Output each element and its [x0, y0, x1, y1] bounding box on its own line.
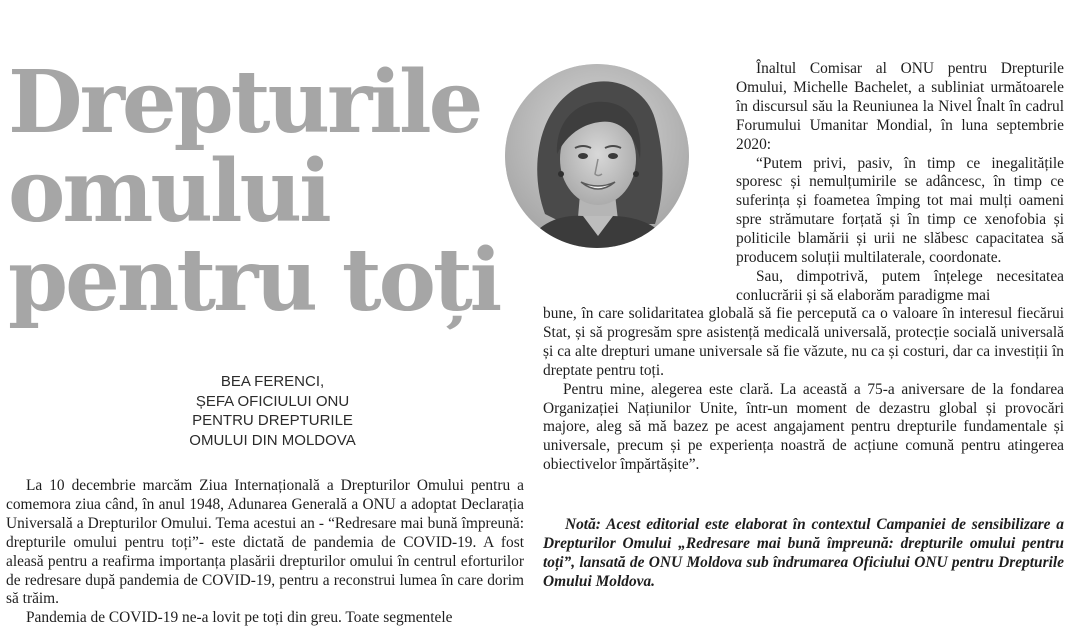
editorial-note: Notă: Acest editorial este elaborat în contextul Campaniei de sensibilizare a Drepturilor Omului „Redresare mai bună împreună: drepturile omului pentru toți”, lansată de ONU Moldova sub îndrumarea Oficiului ONU pentru Drepturile Omului Moldova.: [543, 516, 1064, 590]
headline-line-3: pentru toți: [8, 230, 500, 331]
headline: [8, 52, 508, 331]
byline-title-3: OMULUI DIN MOLDOVA: [189, 431, 356, 449]
quote-paragraph-1: “Putem privi, pasiv, în timp ce inegalitățile sporesc și nemulțumirile se adâncesc, în timp ce suferința și foametea împing tot mai mulți oameni spre strămutare forțată și în timp ce xenofobia și politicile blamării și urii ne slăbesc capacitatea să producem soluții multilaterale, coordonate.: [736, 154, 1064, 267]
quote-paragraph-2-start: Sau, dimpotrivă, putem înțelege necesitatea conlucrării și să elaborăm paradigme mai: [736, 267, 1064, 304]
article-column-right-wide: [543, 305, 1064, 475]
byline-title-2: PENTRU DREPTURILE: [192, 412, 353, 429]
quote-paragraph-2-continued: bune, în care solidaritatea globală să fie percepută ca o valoare în interesul fiecărui Stat, și să progresăm spre asistență medicală universală, protecție socială universală și ca alte drepturi umane universale să fie văzute, nu ca și costuri, dar ca investiții în dreptate pentru toți.: [543, 305, 1064, 379]
article-paragraph-2: Pandemia de COVID-19 ne-a lovit pe toți din greu. Toate segmentele: [26, 609, 453, 627]
headline-line-1: Drepturile: [8, 52, 481, 153]
article-paragraph-1: La 10 decembrie marcăm Ziua Internațională a Drepturilor Omului pentru a comemora ziua când, în anul 1948, Adunarea Generală a ONU a adoptat Declarația Universală a Drepturilor Omului. Tema acestui an - “Redresare mai bună împreună: drepturile omului pentru toți”- este dictată de pandemia de COVID-19. A fost aleasă pentru a reafirma importanța plasării drepturilor omului în centrul eforturilor de redresare după pandemia de COVID-19, pentru a reconstrui lumea în care dorim să trăim.: [6, 477, 524, 608]
headline-line-2: omului: [8, 141, 329, 242]
article-paragraph-3: Înaltul Comisar al ONU pentru Drepturile Omului, Michelle Bachelet, a subliniat următoarele în discursul său la Reuniunea la Nivel Înalt în cadrul Forumului Umanitar Mondial, în luna septembrie 2020:: [736, 60, 1064, 153]
byline-name: BEA FERENCI,: [220, 373, 325, 390]
quote-paragraph-3: Pentru mine, alegerea este clară. La această a 75-a aniversare de la fondarea Organizației Națiunilor Unite, într-un moment de dezastru global și provocări majore, aleg să mă bazez pe acest angajament pentru drepturile fundamentale și universale, precum și pe experiența noastră de acțiune comună pentru atingerea obiectivelor împărtășite”.: [543, 380, 1064, 474]
article-column-right-top: [736, 60, 1064, 306]
article-column-left: [6, 477, 524, 628]
author-byline: [150, 372, 395, 450]
byline-title-1: ȘEFA OFICIULUI ONU: [195, 392, 350, 410]
author-portrait-photo: [505, 64, 689, 248]
